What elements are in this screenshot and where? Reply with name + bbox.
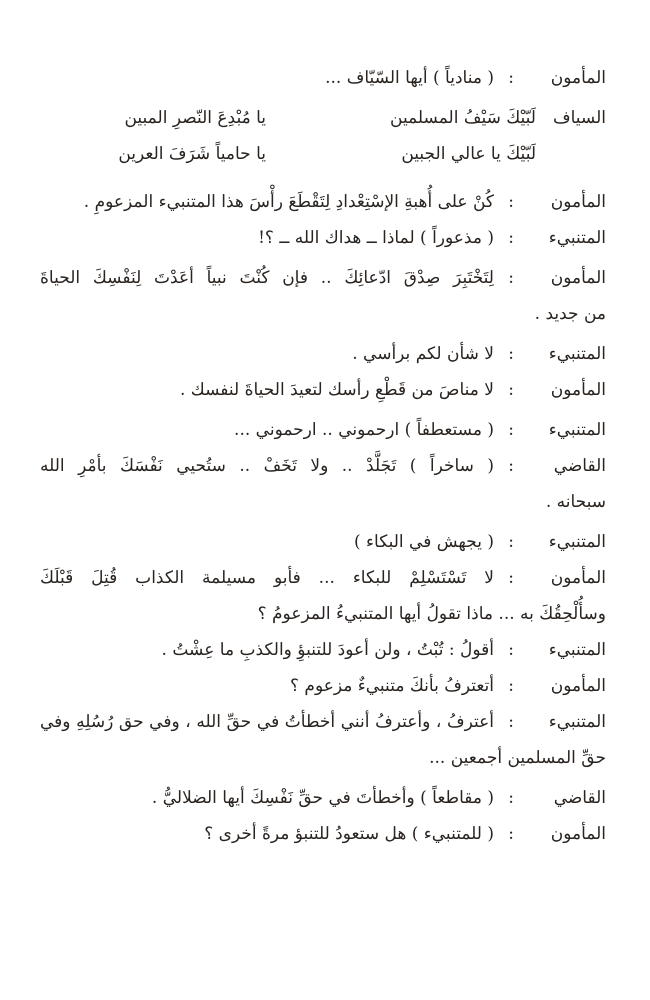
- colon: :: [508, 788, 514, 808]
- speech-line: لا تَسْتَسْلِمْ للبكاء ... فأبو مسيلمة الكذاب قُتِلَ قَبْلَكَ: [40, 568, 494, 588]
- speaker-name: المأمون: [550, 192, 606, 212]
- colon: :: [508, 676, 514, 696]
- speaker-name: المتنبيء: [548, 228, 606, 248]
- speaker-name: المتنبيء: [548, 712, 606, 732]
- colon: :: [508, 344, 514, 364]
- dialogue-entry: [40, 372, 606, 408]
- speaker-name: المتنبيء: [548, 532, 606, 552]
- speaker-name: المأمون: [550, 568, 606, 588]
- speech-line: ( منادياً ) أيها السّيّاف ...: [325, 68, 494, 88]
- dialogue-entry: [40, 560, 606, 632]
- colon: :: [508, 192, 514, 212]
- speaker-name: القاضي: [553, 788, 606, 808]
- colon: :: [508, 380, 514, 400]
- speaker-name: السياف: [552, 108, 606, 128]
- colon: :: [508, 532, 514, 552]
- dialogue-entry: [40, 448, 606, 520]
- speaker-name: المأمون: [550, 68, 606, 88]
- speech-continuation: وسأُلْحِقُكَ به ... ماذا تقولُ أيها المتنبيءُ المزعومُ ؟: [257, 604, 606, 624]
- speech-line: ( مذعوراً ) لماذا ــ هداك الله ــ ؟!: [258, 228, 494, 248]
- speaker-name: المتنبيء: [548, 640, 606, 660]
- speaker-name: المأمون: [550, 676, 606, 696]
- speech-continuation: سبحانه .: [545, 492, 606, 512]
- speech-line: أعترفُ ، وأعترفُ أنني أخطأتُ في حقِّ الله ، وفي حق رُسُلِهِ وفي: [40, 712, 494, 732]
- speech-line: ( مقاطعاً ) وأخطأتَ في حقِّ نَفْسِكَ أيها الضلاليُّ .: [151, 788, 494, 808]
- colon: :: [508, 640, 514, 660]
- speech-line: ( يجهش في البكاء ): [354, 532, 494, 552]
- poem-hemistich: لَبّيْكَ سَيْفُ المسلمين: [390, 108, 536, 128]
- dialogue-entry: [40, 816, 606, 852]
- dialogue-entry-poem: [40, 100, 606, 172]
- colon: :: [508, 68, 514, 88]
- speaker-name: المتنبيء: [548, 420, 606, 440]
- speech-line: أتعترفُ بأنكَ متنبيءٌ مزعوم ؟: [290, 676, 494, 696]
- poem-hemistich: يا مُبْدِعَ النّصرِ المبين: [124, 108, 266, 128]
- speech-line: ( ساخراً ) تَجَلَّدْ .. ولا تَخَفْ .. ستُحيي نَفْسَكَ بأمْرِ الله: [40, 456, 494, 476]
- speaker-name: المأمون: [550, 380, 606, 400]
- speaker-name: المأمون: [550, 824, 606, 844]
- speech-line: لِتَخْتَبِرَ صِدْقَ ادّعائِكَ .. فإن كُنْتَ نبياً أعَدْتَ لِنَفْسِكَ الحياةَ: [40, 268, 494, 288]
- dialogue-entry: [40, 220, 606, 256]
- colon: :: [508, 228, 514, 248]
- speech-line: لا شأن لكم برأسي .: [352, 344, 494, 364]
- dialogue-entry: [40, 412, 606, 448]
- speaker-name: المأمون: [550, 268, 606, 288]
- dialogue-entry: [40, 60, 606, 96]
- colon: :: [508, 568, 514, 588]
- dialogue-entry: [40, 780, 606, 816]
- speech-line: أقولُ : تُبْتُ ، ولن أعودَ للتنبؤِ والكذبِ ما عِشْتُ .: [161, 640, 494, 660]
- colon: :: [508, 420, 514, 440]
- speech-line: كُنْ على أُهبةِ الإسْتِعْدادِ لِتَقْطَعَ رأْسَ هذا المتنبيء المزعومِ .: [83, 192, 494, 212]
- dialogue-entry: [40, 184, 606, 220]
- colon: :: [508, 824, 514, 844]
- speech-continuation: حقِّ المسلمين أجمعين ...: [429, 748, 606, 768]
- colon: :: [508, 268, 514, 288]
- speaker-name: القاضي: [553, 456, 606, 476]
- speaker-name: المتنبيء: [548, 344, 606, 364]
- colon: :: [508, 456, 514, 476]
- dialogue-entry: [40, 704, 606, 776]
- poem-hemistich: يا حامياً شَرَفَ العرين: [118, 144, 266, 164]
- speech-line: ( للمتنبيء ) هل ستعودُ للتنبؤ مرةً أخرى ؟: [204, 824, 494, 844]
- speech-continuation: من جديد .: [534, 304, 606, 324]
- dialogue-entry: [40, 260, 606, 332]
- speech-line: لا مناصَ من قَطْعِ رأسك لتعيدَ الحياةَ لنفسك .: [179, 380, 494, 400]
- poem-hemistich: لَبّيْكَ يا عالي الجبين: [401, 144, 536, 164]
- colon: :: [508, 712, 514, 732]
- dialogue-entry: [40, 632, 606, 668]
- dialogue-entry: [40, 336, 606, 372]
- dialogue-entry: [40, 668, 606, 704]
- speech-line: ( مستعطفاً ) ارحموني .. ارحموني ...: [234, 420, 494, 440]
- dialogue-entry: [40, 524, 606, 560]
